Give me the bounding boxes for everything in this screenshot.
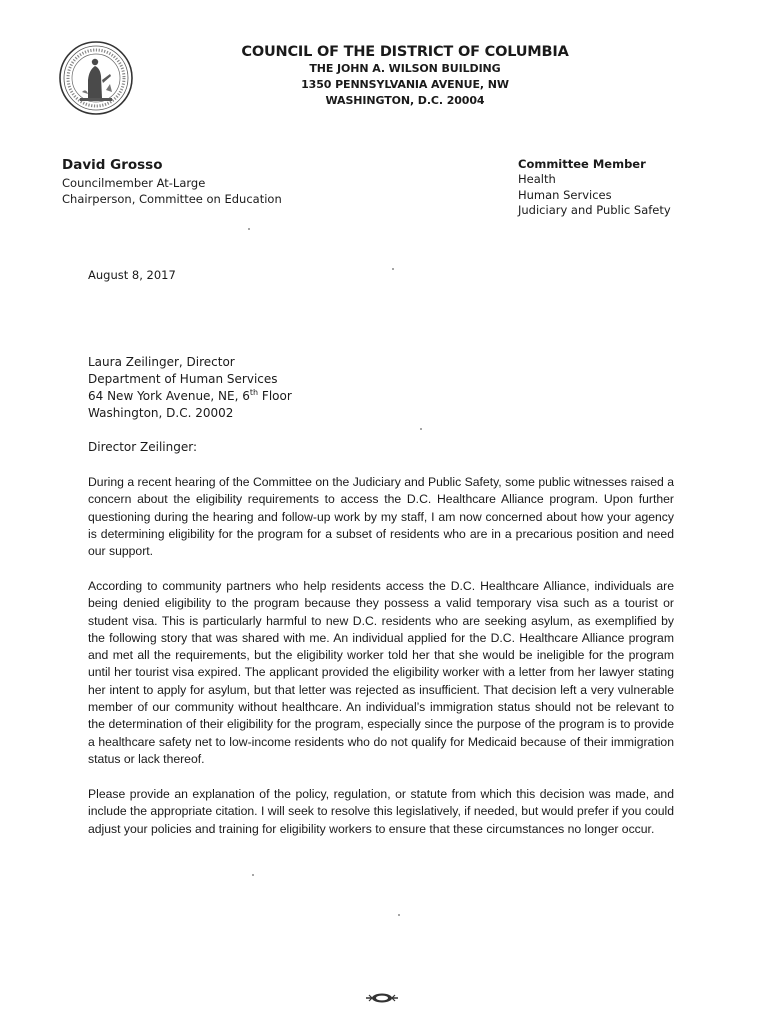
scan-speck (252, 874, 254, 876)
salutation: Director Zeilinger: (88, 440, 197, 454)
recipient-department: Department of Human Services (88, 372, 278, 386)
recipient-street-superscript: th (249, 388, 259, 397)
footer-ornament-icon (364, 992, 400, 1004)
letterhead (200, 44, 610, 109)
recipient-city: Washington, D.C. 20002 (88, 406, 234, 420)
sender-title: Councilmember At-Large (62, 176, 206, 190)
scan-speck (248, 228, 250, 230)
sender-role: Chairperson, Committee on Education (62, 192, 282, 206)
recipient-street (88, 388, 292, 405)
body-paragraph: During a recent hearing of the Committee on the Judiciary and Public Safety, some public witnesses raised a concern about the eligibility requirements to access the D.C. Healthcare Alliance program. Upon further questioning during the hearing and follow-up work by my staff, I am now concerned about how your agency is determining eligibility for the program for a subset of residents who are in a precarious position and need our support. (88, 475, 674, 559)
sender-name: David Grosso (62, 157, 163, 173)
committee-list (518, 156, 738, 219)
letter-date: August 8, 2017 (88, 268, 176, 282)
committee-item: Judiciary and Public Safety (518, 203, 671, 217)
scan-speck (398, 914, 400, 916)
building-name: THE JOHN A. WILSON BUILDING (309, 62, 501, 75)
district-seal-icon (58, 40, 134, 116)
recipient-street-suffix: Floor (258, 389, 292, 403)
sender-block (62, 156, 362, 207)
council-name: COUNCIL OF THE DISTRICT OF COLUMBIA (241, 44, 569, 60)
scan-speck (420, 428, 422, 430)
recipient-address (88, 354, 292, 422)
recipient-street-prefix: 64 New York Avenue, NE, 6 (88, 389, 250, 403)
committee-heading: Committee Member (518, 157, 646, 171)
city-address: WASHINGTON, D.C. 20004 (325, 94, 485, 107)
scan-speck (392, 268, 394, 270)
body-paragraph: Please provide an explanation of the policy, regulation, or statute from which this decision was made, and include the appropriate citation. I will seek to resolve this legislatively, if needed, but would prefer if you could adjust your policies and training for eligibility workers to ensure that these circumstances no longer occur. (88, 787, 674, 836)
committee-item: Human Services (518, 187, 612, 202)
recipient-name: Laura Zeilinger, Director (88, 355, 235, 369)
committee-item: Health (518, 172, 556, 186)
body-paragraph: According to community partners who help residents access the D.C. Healthcare Alliance, individuals are being denied eligibility to the program because they possess a valid temporary visa such as a tourist or student visa. This is particularly harmful to new D.C. residents who are seeking asylum, as exemplified by the following story that was shared with me. An individual applied for the D.C. Healthcare Alliance program and met all the requirements, but the eligibility worker told her that she would be ineligible for the program until her tourist visa expired. The applicant provided the eligibility worker with a letter from her lawyer stating her intent to apply for asylum, but that letter was rejected as insufficient. That decision left a very vulnerable member of our community without healthcare. An individual’s immigration status should not be relevant to the determination of their eligibility for the program, especially since the purpose of the program is to provide a healthcare safety net to low-income residents who do not qualify for Medicaid because of their immigration status or lack thereof. (88, 579, 674, 766)
street-address: 1350 PENNSYLVANIA AVENUE, NW (301, 78, 509, 91)
